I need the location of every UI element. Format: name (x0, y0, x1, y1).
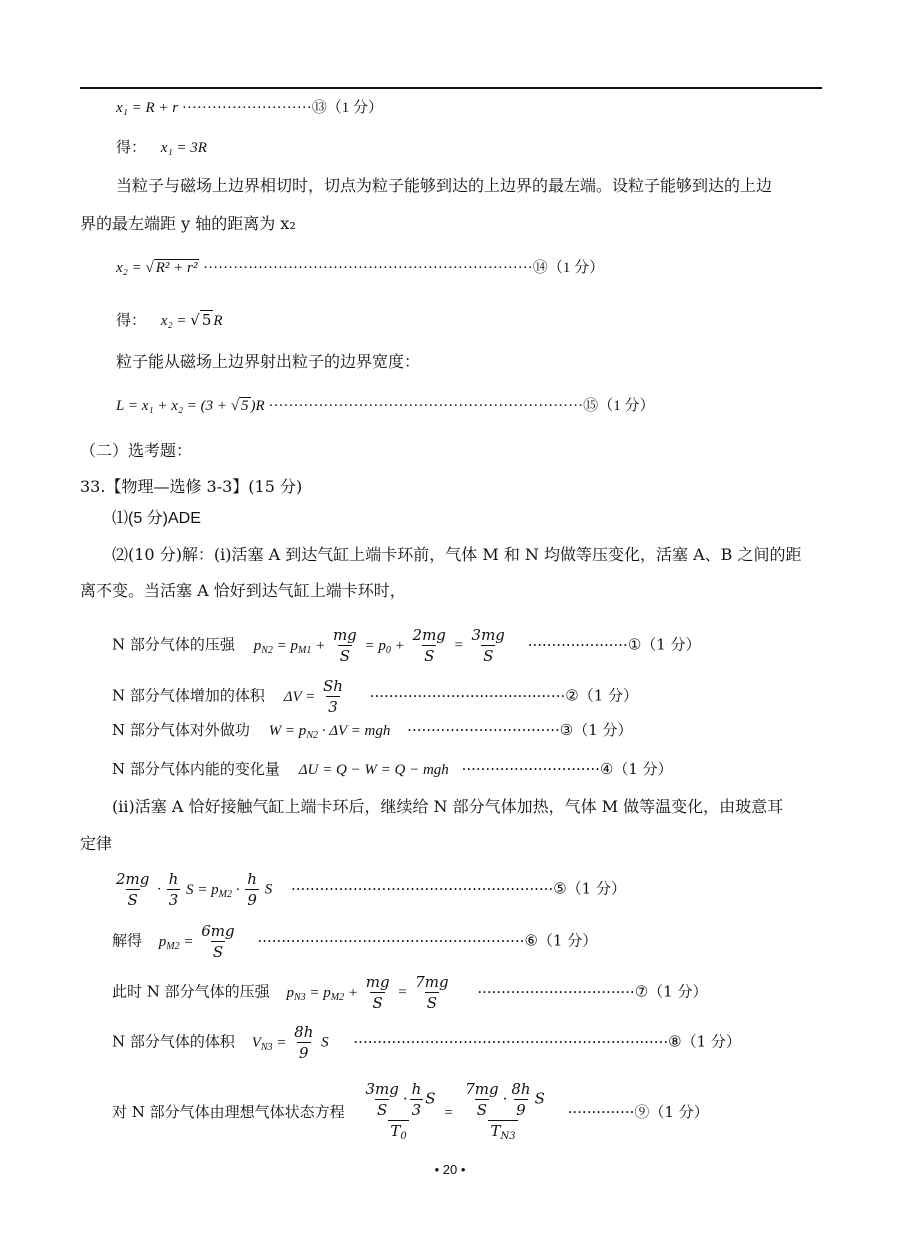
eq2-dots: ········································· (369, 686, 566, 705)
eq8-line: N 部分气体的体积 $V_{N3}$ = $\frac{8h}{9}$ S ··································································⑧（1 分） (112, 1023, 741, 1062)
eq15-dots: ······························································· (268, 398, 584, 414)
eq5-dots: ······················································· (290, 879, 554, 898)
eq13-score: （1 分） (326, 100, 384, 116)
eq7-label: 此时 N 部分气体的压强 (112, 982, 270, 1001)
eq14-radicand: R² + r² (155, 260, 198, 276)
eq4-score: （1 分） (613, 760, 673, 778)
eq2-score: （1 分） (578, 686, 638, 705)
get2-line: 得： x₂ = √ 5 R (116, 311, 223, 329)
eq7-line: 此时 N 部分气体的压强 $p_{N3} = p_{M2}$ + $\frac{mg}{S}$ = $\frac{7mg}{S}$ ·································⑦（1 分） (112, 973, 708, 1012)
question-33-title: 33.【物理—选修 3-3】(15 分) (80, 477, 303, 496)
eq2-label: N 部分气体增加的体积 (112, 686, 265, 705)
eq14-lhs: x₂ = (116, 260, 146, 276)
eq15-line: L = x₁ + x₂ = (3 + √ 5 )R ·······························································⑮（1 分） (116, 398, 655, 414)
eq15-lhs: L = x₁ + x₂ = (3 + (116, 398, 231, 414)
page-number: • 20 • (434, 1162, 466, 1177)
get1-label: 得： (116, 138, 147, 156)
get2-lhs: x₂ = (160, 313, 191, 329)
part1-answer: ⑴(5 分)ADE (112, 510, 201, 527)
eq8-dots: ·································································· (353, 1032, 669, 1051)
eq6-line: 解得 $p_{M2}$ = $\frac{6mg}{S}$ ························································⑥（1 分） (112, 922, 598, 961)
get1-line (116, 137, 207, 158)
eq9-line: 对 N 部分气体由理想气体状态方程 $\frac{3mg}{S}$ · $\frac{h}{3}$ S $T_0$ = $\frac{7mg}{S}$ · $\frac{8h}{9}$ S $T_{N3}$ ··············⑨（1 分） (112, 1080, 709, 1146)
section-heading: （二）选考题： (80, 441, 193, 460)
eq4-label: N 部分气体内能的变化量 (112, 760, 280, 778)
get1-formula: x₁ = 3R (160, 140, 207, 156)
top-rule (80, 87, 822, 89)
eq1-dots: ····················· (527, 635, 628, 654)
eq14-score: （1 分） (547, 260, 605, 276)
eq4-line: N 部分气体内能的变化量 ΔU = Q − W = Q − mgh ·····························④（1 分） (112, 760, 673, 778)
eq14-marker: ⑭ (532, 260, 548, 276)
part-ii-line-b: 定律 (80, 834, 113, 853)
part2-line-a: ⑵(10 分)解：(ⅰ)活塞 A 到达气缸上端卡环前，气体 M 和 N 均做等压变化，活塞 A、B 之间的距 (112, 545, 802, 564)
eq14-dots: ·································································· (203, 260, 533, 276)
eq6-dots: ························································ (257, 931, 525, 950)
para2: 粒子能从磁场上边界射出粒子的边界宽度： (116, 352, 421, 371)
part-ii-line-a: (ⅱ)活塞 A 恰好接触气缸上端卡环后，继续给 N 部分气体加热，气体 M 做等温变化，由玻意耳 (112, 797, 784, 816)
eq1-line: N 部分气体的压强 $p_{N2} = p_{M1}$ + $\frac{mg}{S}$ = $p_0$ + $\frac{2mg}{S}$ = $\frac{3mg}{S}$ ·····················①（1 分） (112, 626, 701, 665)
eq9-label: 对 N 部分气体由理想气体状态方程 (112, 1103, 345, 1121)
get2-radicand: 5 (201, 311, 212, 329)
part2-line-b: 离不变。当活塞 A 恰好到达气缸上端卡环时， (80, 581, 406, 600)
eq9-score: （1 分） (649, 1103, 709, 1121)
eq1-label: N 部分气体的压强 (112, 635, 235, 654)
eq6-score: （1 分） (537, 931, 598, 950)
eq8-label: N 部分气体的体积 (112, 1032, 235, 1051)
get2-tail: R (213, 313, 223, 329)
eq8-marker: ⑧ (668, 1032, 682, 1051)
eq15-score: （1 分） (598, 398, 655, 414)
eq3-marker: ③ (559, 721, 574, 739)
eq13-formula: x₁ = R + r (116, 100, 179, 116)
eq6-marker: ⑥ (524, 931, 538, 950)
eq7-marker: ⑦ (634, 982, 649, 1001)
eq5-score: （1 分） (566, 879, 626, 898)
eq1-marker: ① (627, 635, 642, 654)
eq3-label: N 部分气体对外做功 (112, 721, 250, 739)
eq13-line (116, 98, 383, 118)
eq2-marker: ② (565, 686, 579, 705)
eq5-marker: ⑤ (553, 879, 567, 898)
eq3-score: （1 分） (573, 721, 633, 739)
eq15-radicand: 5 (241, 398, 249, 414)
para1a: 当粒子与磁场上边界相切时，切点为粒子能够到达的上边界的最左端。设粒子能够到达的上边 (116, 176, 773, 195)
eq5-line: $\frac{2mg}{S}$ · $\frac{h}{3}$ $S = p_{M2}$ · $\frac{h}{9}$ S ·······················································⑤（1 分） (116, 870, 626, 909)
para1b: 界的最左端距 y 轴的距离为 x₂ (80, 214, 296, 233)
eq8-score: （1 分） (681, 1032, 741, 1051)
get2-label: 得： (116, 311, 147, 329)
eq3-dots: ································ (407, 721, 560, 739)
eq6-label: 解得 (112, 931, 143, 950)
eq4-dots: ····························· (461, 760, 600, 778)
eq13-dots: ·························· (181, 100, 312, 116)
eq13-marker: ⑬ (311, 100, 327, 116)
eq2-line: N 部分气体增加的体积 ΔV = $\frac{Sh}{3}$ ·········································②（1 分） (112, 677, 638, 716)
eq15-tail: )R (250, 398, 265, 414)
eq15-marker: ⑮ (583, 398, 599, 414)
eq7-score: （1 分） (648, 982, 708, 1001)
eq1-score: （1 分） (641, 635, 701, 654)
eq4-marker: ④ (599, 760, 614, 778)
eq14-line: x₂ = √ R² + r² ··································································⑭（1 分） (116, 260, 605, 276)
eq7-dots: ································· (477, 982, 635, 1001)
eq9-marker: ⑨ (634, 1103, 650, 1121)
eq9-dots: ·············· (567, 1103, 635, 1121)
eq3-line: N 部分气体对外做功 $W = p_{N2} \cdot \Delta V$ = mgh ································③（1 分） (112, 721, 633, 741)
